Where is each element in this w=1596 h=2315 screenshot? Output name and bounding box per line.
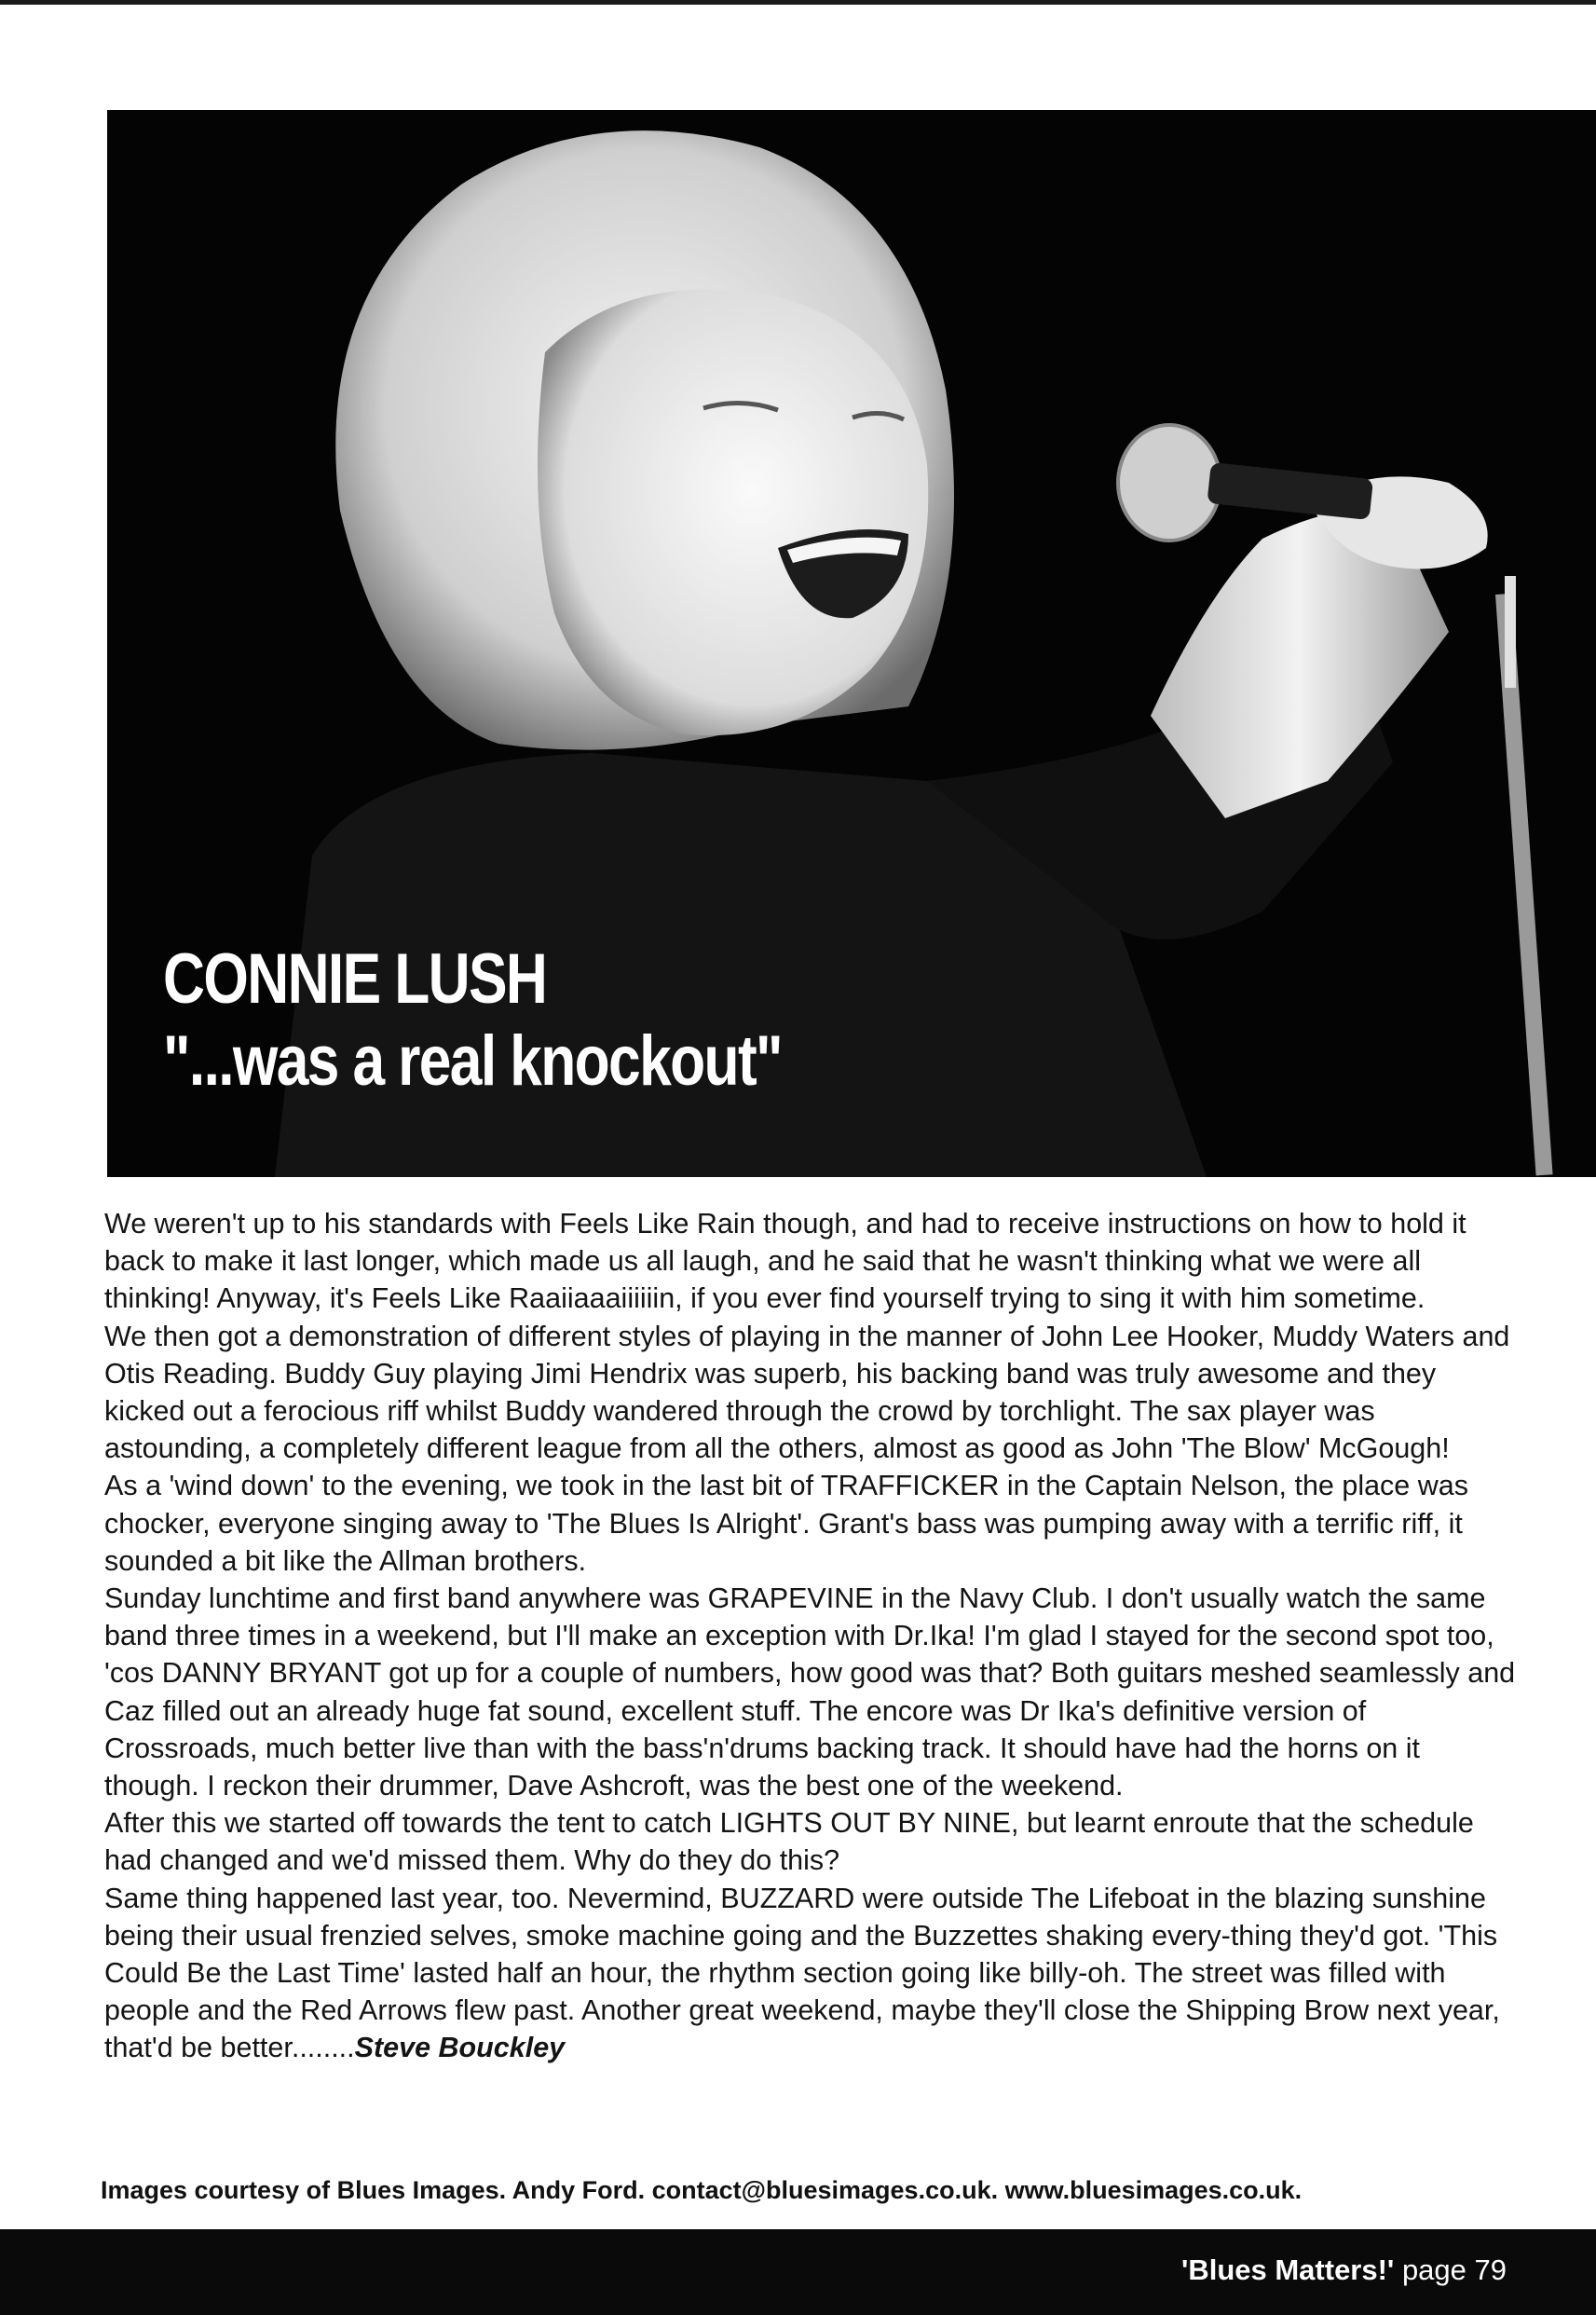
article-body <box>104 1205 1521 2067</box>
footer-bar <box>0 2229 1596 2315</box>
image-credits: Images courtesy of Blues Images. Andy Ford. contact@bluesimages.co.uk. www.bluesimages.co.uk. <box>101 2176 1303 2204</box>
page-number: page 79 <box>1401 2253 1507 2286</box>
author-signature: Steve Bouckley <box>354 2032 566 2064</box>
magazine-name: 'Blues Matters!' <box>1180 2253 1395 2286</box>
top-rule <box>0 0 1596 5</box>
headline-quote: "...was a real knockout" <box>163 1021 782 1101</box>
headline-artist: CONNIE LUSH <box>163 939 547 1019</box>
article-paragraph: We weren't up to his standards with Feels Like Rain though, and had to receive instructions on how to hold it back to make it last longer, which made us all laugh, and he said that he wasn't thinking what we were all thinking! Anyway, it's Feels Like Raaiiaaaiiiiiin, if you ever find yourself trying to sing it with him sometime. <box>104 1208 1466 1315</box>
article-paragraph: After this we started off towards the tent to catch LIGHTS OUT BY NINE, but learnt enroute that the schedule had changed and we'd missed them. Why do they do this? <box>104 1807 1474 1877</box>
photo-headline <box>163 939 918 1101</box>
article-paragraph: We then got a demonstration of different styles of playing in the manner of John Lee Hooker, Muddy Waters and Otis Reading. Buddy Guy playing Jimi Hendrix was superb, his backing band was truly awesome and they kicked out a ferocious riff whilst Buddy wandered through the crowd by torchlight. The sax player was astounding, a completely different league from all the others, almost as good as John 'The Blow' McGough! <box>104 1320 1510 1465</box>
last-paragraph-text: Same thing happened last year, too. Nevermind, BUZZARD were outside The Lifeboat in the blazing sunshine being their usual frenzied selves, smoke machine going and the Buzzettes shaking every-thing they'd got. 'This Could Be the Last Time' lasted half an hour, the rhythm section going like billy-oh. The street was filled with people and the Red Arrows flew past. Another great weekend, maybe they'll close the Shipping Brow next year, that'd be better........ <box>104 1882 1500 2064</box>
concert-photo <box>107 110 1596 1177</box>
article-paragraph: As a 'wind down' to the evening, we took in the last bit of TRAFFICKER in the Captain Nelson, the place was chocker, everyone singing away to 'The Blues Is Alright'. Grant's bass was pumping away with a terrific riff, it sounded a bit like the Allman brothers. <box>104 1470 1468 1577</box>
footer-page-label <box>1181 2253 1507 2287</box>
article-paragraph-last <box>104 1880 1521 2067</box>
article-paragraph: Sunday lunchtime and first band anywhere was GRAPEVINE in the Navy Club. I don't usually watch the same band three times in a weekend, but I'll make an exception with Dr.Ika! I'm glad I stayed for the second spot too, 'cos DANNY BRYANT got up for a couple of numbers, how good was that? Both guitars meshed seamlessly and Caz filled out an already huge fat sound, excellent stuff. The encore was Dr Ika's definitive version of Crossroads, much better live than with the bass'n'drums backing track. It should have had the horns on it though. I reckon their drummer, Dave Ashcroft, was the best one of the weekend. <box>104 1582 1516 1802</box>
